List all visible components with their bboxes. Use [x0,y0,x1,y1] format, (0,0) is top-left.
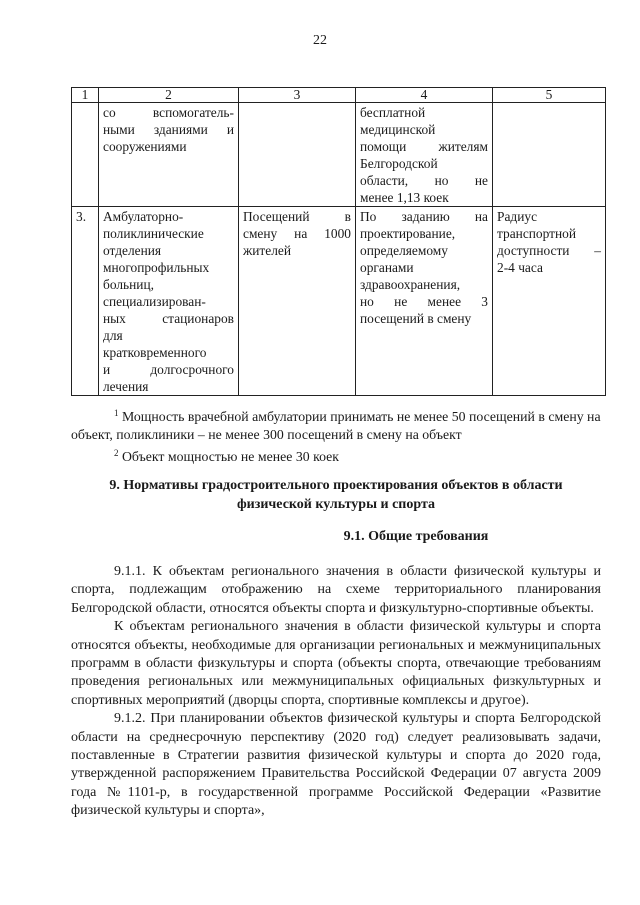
cell-line: определяемому [360,243,448,258]
table-cell-number: 3. [72,207,99,396]
norms-table [71,87,606,396]
cell-line: Посещений в [243,209,351,224]
table-cell-accessibility [493,207,606,396]
cell-line: доступности – [497,243,601,258]
cell-line: посещений в смену [360,311,472,326]
table-cell-object [99,103,239,207]
cell-line: здравоохранения, [360,277,461,292]
section-title: 9. Нормативы градостроительного проектирования объектов в области физической культуры и спорта [109,478,563,512]
cell-line: больниц, [103,277,154,292]
cell-line: менее 1,13 коек [360,190,449,205]
cell-line: лечения [103,379,149,394]
cell-line: для [103,328,123,343]
table-header-cell: 4 [356,88,493,103]
cell-line: области, но не [360,173,488,188]
table-header-row [72,88,606,103]
cell-line: но не менее 3 [360,294,488,309]
table-cell-object [99,207,239,396]
table-cell-capacity [356,207,493,396]
footnote [71,444,601,466]
subsection-title: 9.1. Общие требования [343,529,489,544]
body-text [71,563,601,821]
table-header-cell: 2 [99,88,239,103]
paragraph: 9.1.1. К объектам регионального значения в области физической культуры и спорта, подлежащим отображению на схеме территориального планирования Белгородской области, относятся объекты спорта и физкультурно-спортивные объекты. [71,564,601,616]
cell-line: ными зданиями и [103,122,234,137]
cell-line: Белгородской [360,156,438,171]
cell-line: отделения [103,243,162,258]
table-header-cell: 5 [493,88,606,103]
table-row [72,207,606,396]
footnote [71,404,601,444]
table-cell-accessibility [493,103,606,207]
cell-line: 2-4 часа [497,260,543,275]
table-row [72,103,606,207]
cell-line: медицинской [360,122,436,137]
cell-line: сооружениями [103,139,187,154]
table-header-cell: 3 [239,88,356,103]
table-cell-unit [239,103,356,207]
cell-line: со вспомогатель- [103,105,234,120]
footnote-text: Объект мощностью не менее 30 коек [118,449,339,464]
paragraph: 9.1.2. При планировании объектов физической культуры и спорта Белгородской области на среднесрочную перспективу (2020 год) следует реализовывать задачи, поставленные в Стратегии развития физической культуры и спорта до 2020 года, утвержденной распоряжением Правительства Российской Федерации 07 августа 2009 года №1101-р, в государственной программе Российской Федерации «Развитие физической культуры и спорта», [71,711,601,819]
table-cell-number [72,103,99,207]
paragraph: К объектам регионального значения в области физической культуры и спорта относятся объекты, необходимые для организации региональных и межмуниципальных программ в области физкультуры и спорта (объекты спорта, отвечающие требованиям проведения региональных или межмуниципальных официальных физкультурных и спортивных мероприятий (дворцы спорта, спортивные комплексы и другое). [71,619,601,708]
cell-line: жителей [243,243,292,258]
cell-line: специализирован- [103,294,206,309]
cell-line: ных стационаров [103,311,234,326]
cell-line: проектирование, [360,226,456,241]
cell-line: органами [360,260,414,275]
footnote-mark: 1 [114,408,119,418]
table-footnotes [71,404,601,466]
cell-line: и долгосрочного [103,362,234,377]
footnote-mark: 2 [114,448,119,458]
cell-line: Амбулаторно- [103,209,184,224]
cell-line: смену на 1000 [243,226,351,241]
footnote-text: Мощность врачебной амбулатории принимать не менее 50 посещений в смену на объект, поликлиники – не менее 300 посещений в смену на объект [71,409,601,442]
table-cell-capacity [356,103,493,207]
cell-line: многопрофильных [103,260,210,275]
page-number: 22 [313,33,327,48]
cell-line: кратковременного [103,345,207,360]
cell-line: По заданию на [360,209,488,224]
table-header-cell: 1 [72,88,99,103]
cell-line: поликлинические [103,226,204,241]
cell-line: помощи жителям [360,139,488,154]
table-cell-unit [239,207,356,396]
cell-line: Радиус [497,209,538,224]
cell-line: транспортной [497,226,577,241]
cell-line: бесплатной [360,105,426,120]
